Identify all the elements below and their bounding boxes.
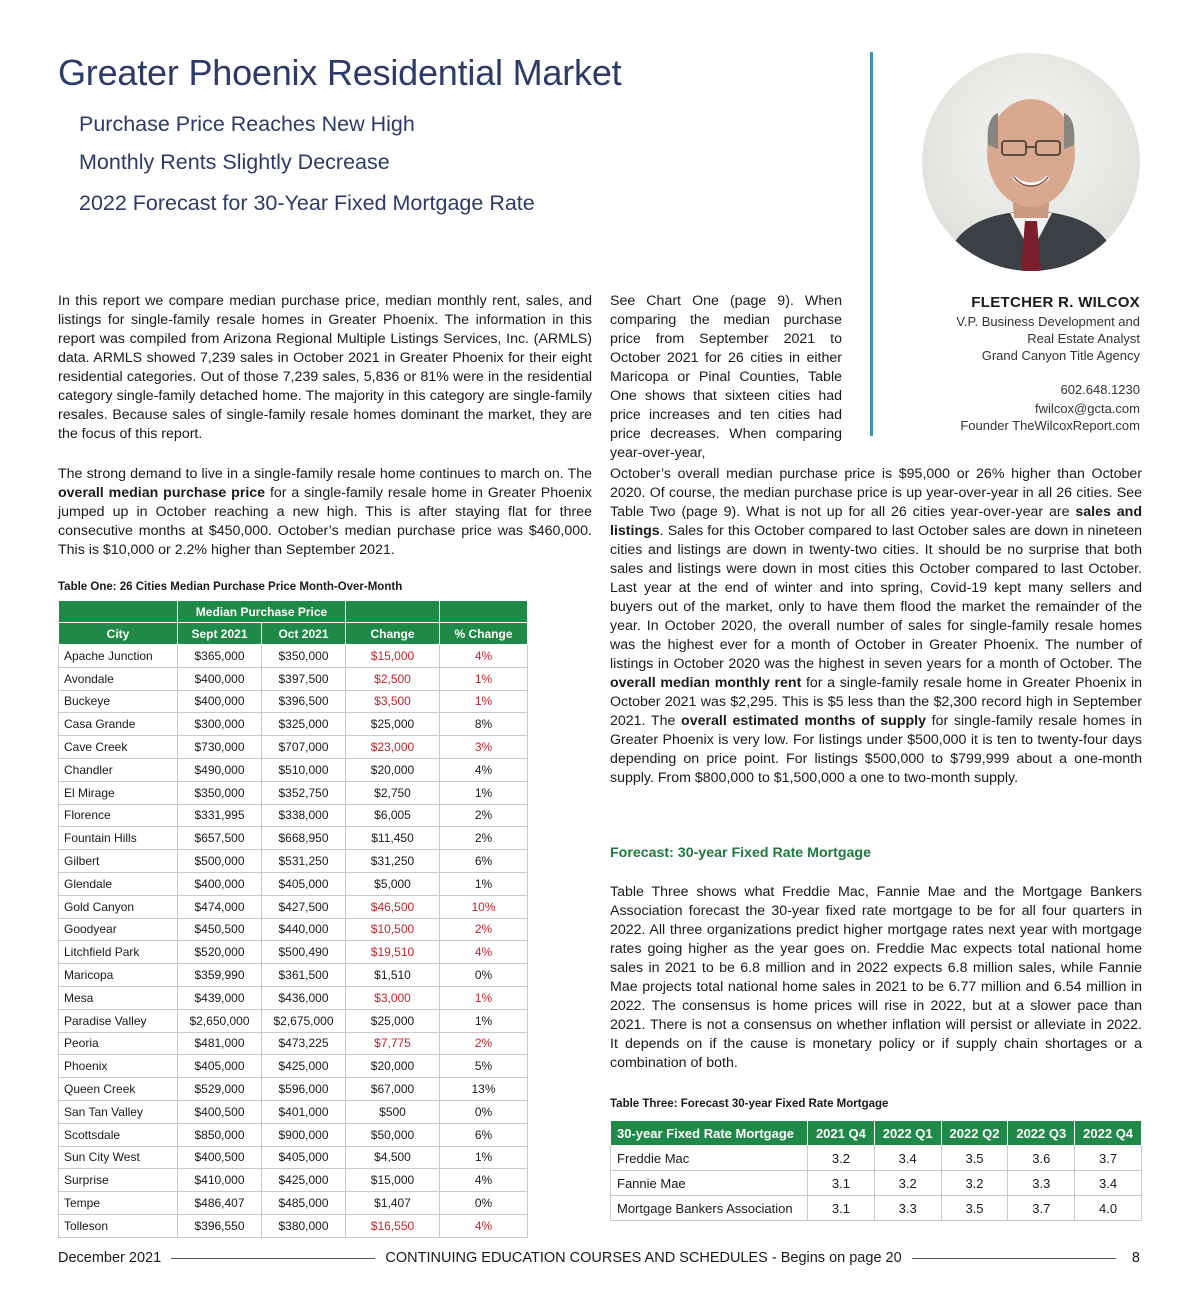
cell-oct: $401,000	[262, 1100, 346, 1123]
cell-city: Paradise Valley	[59, 1009, 178, 1032]
cell-oct: $485,000	[262, 1192, 346, 1215]
cell-city: Scottsdale	[59, 1123, 178, 1146]
table-row	[59, 667, 528, 690]
cell-pct: 1%	[440, 781, 528, 804]
cell-pct: 4%	[440, 645, 528, 668]
footer-courses-link[interactable]: CONTINUING EDUCATION COURSES AND SCHEDULES - Begins on page 20	[385, 1250, 902, 1266]
bold-term: overall median purchase price	[58, 485, 266, 501]
cell-rate: 3.6	[1008, 1146, 1075, 1171]
cell-pct: 6%	[440, 1123, 528, 1146]
table-row	[59, 1078, 528, 1101]
cell-oct: $596,000	[262, 1078, 346, 1101]
cell-change: $50,000	[346, 1123, 440, 1146]
cell-pct: 6%	[440, 850, 528, 873]
header-city: City	[59, 623, 178, 645]
cell-change: $7,775	[346, 1032, 440, 1055]
cell-city: Goodyear	[59, 918, 178, 941]
cell-rate: 3.5	[941, 1196, 1008, 1221]
cell-pct: 2%	[440, 1032, 528, 1055]
table-row	[59, 1169, 528, 1192]
table-row	[611, 1171, 1142, 1196]
table-row	[59, 827, 528, 850]
cell-rate: 3.1	[808, 1196, 875, 1221]
cell-oct: $440,000	[262, 918, 346, 941]
cell-sept: $486,407	[178, 1192, 262, 1215]
cell-sept: $500,000	[178, 850, 262, 873]
author-portrait-graphic	[922, 53, 1140, 271]
cell-rate: 3.2	[941, 1171, 1008, 1196]
author-name: FLETCHER R. WILCOX	[971, 294, 1140, 311]
cell-change: $4,500	[346, 1146, 440, 1169]
cell-oct: $396,500	[262, 690, 346, 713]
subtitle-1: Purchase Price Reaches New High	[79, 112, 415, 136]
author-phone: 602.648.1230	[1060, 382, 1140, 397]
cell-rate: 3.7	[1075, 1146, 1142, 1171]
table-row	[59, 1100, 528, 1123]
cell-oct: $397,500	[262, 667, 346, 690]
forecast-paragraph: Table Three shows what Freddie Mac, Fannie Mae and the Mortgage Bankers Association forecast the 30-year fixed rate mortgage to be for all four quarters in 2022. All three organizations predict higher mortgage rates next year with mortgage rates going higher as the year goes on. Freddie Mac expects total national home sales in 2021 to be 6.8 million and in 2022 expects 6.8 million sales, while Fannie Mae projects total national home sales in 2021 to be 6.77 million and 6.54 million in 2022. The consensus is home prices will rise in 2022, but at a slower pace than 2021. There is not a consensus on whether inflation will persist or alleviate in 2022. It depends on if the cause is monetary policy or if supply chain shortages or a combination of both.	[610, 884, 1142, 1071]
cell-rate: 3.3	[1008, 1171, 1075, 1196]
cell-pct: 0%	[440, 1192, 528, 1215]
cell-change: $25,000	[346, 713, 440, 736]
cell-city: Sun City West	[59, 1146, 178, 1169]
cell-city: Tempe	[59, 1192, 178, 1215]
cell-rate: 3.7	[1008, 1196, 1075, 1221]
cell-change: $19,510	[346, 941, 440, 964]
cell-sept: $400,500	[178, 1100, 262, 1123]
cell-sept: $405,000	[178, 1055, 262, 1078]
subtitle-2: Monthly Rents Slightly Decrease	[79, 150, 390, 174]
text-run: The strong demand to live in a single-family resale home continues to march on. The	[58, 466, 592, 482]
cell-change: $3,000	[346, 986, 440, 1009]
cell-rate: 3.2	[808, 1146, 875, 1171]
cell-city: Casa Grande	[59, 713, 178, 736]
author-photo	[922, 53, 1140, 271]
cell-oct: $350,000	[262, 645, 346, 668]
table-row	[611, 1196, 1142, 1221]
cell-city: Cave Creek	[59, 736, 178, 759]
header-oct-2021: Oct 2021	[262, 623, 346, 645]
cell-city: Apache Junction	[59, 645, 178, 668]
text-run: October’s overall median purchase price is $95,000 or 26% higher than October 2020. Of course, the median purchase price is up year-over-year in all 26 cities. See Table Two (page 9). What is not up for all 26 cities year-over-year are	[610, 466, 1142, 520]
cell-city: Chandler	[59, 758, 178, 781]
cell-sept: $490,000	[178, 758, 262, 781]
cell-oct: $405,000	[262, 872, 346, 895]
table-row	[59, 986, 528, 1009]
table-row	[59, 645, 528, 668]
cell-city: Gilbert	[59, 850, 178, 873]
table-three	[610, 1120, 1142, 1221]
cell-sept: $439,000	[178, 986, 262, 1009]
author-email[interactable]: fwilcox@gcta.com	[1035, 401, 1140, 416]
accent-divider	[870, 52, 873, 436]
cell-oct: $425,000	[262, 1055, 346, 1078]
cell-change: $31,250	[346, 850, 440, 873]
bold-term: overall estimated months of supply	[681, 713, 927, 729]
cell-change: $6,005	[346, 804, 440, 827]
cell-pct: 1%	[440, 667, 528, 690]
table-row	[59, 1192, 528, 1215]
cell-pct: 2%	[440, 827, 528, 850]
cell-change: $1,407	[346, 1192, 440, 1215]
cell-sept: $474,000	[178, 895, 262, 918]
table-row	[59, 1123, 528, 1146]
cell-change: $20,000	[346, 1055, 440, 1078]
text-run: for a single-family resale home in Greater Phoenix in October 2021 was $2,295. This is $5 less than the $2,300 record high in September 2021. The	[610, 675, 1142, 729]
cell-oct: $338,000	[262, 804, 346, 827]
table-row	[59, 850, 528, 873]
table-row	[59, 758, 528, 781]
bold-term: sales and listings	[610, 504, 1142, 539]
intro-paragraph: In this report we compare median purchase price, median monthly rent, sales, and listings for single-family resale homes in Greater Phoenix. The information in this report was compiled from Arizona Regional Multiple Listings Services, Inc. (ARMLS) data. ARMLS showed 7,239 sales in October 2021 in Greater Phoenix for their eight residential categories. Out of those 7,239 sales, 5,836 or 81% were in the residential category single-family detached home. The majority in this category are single-family resales. Because sales of single-family resale homes dominant the market, they are the focus of this report.	[58, 293, 592, 442]
cell-oct: $510,000	[262, 758, 346, 781]
cell-pct: 1%	[440, 1146, 528, 1169]
footer-rule	[912, 1258, 1116, 1259]
table-row	[59, 690, 528, 713]
cell-pct: 1%	[440, 872, 528, 895]
footer-date: December 2021	[58, 1250, 162, 1266]
footer-rule	[171, 1258, 375, 1259]
cell-sept: $400,000	[178, 872, 262, 895]
text-run: for single-family resale homes in Greater Phoenix is very low. For listings under $500,000 it is ten to twenty-four days depending on price point. For listings $500,000 to $799,999 about a one-month supply. From $800,000 to $1,500,000 a one to two-month supply.	[610, 713, 1143, 786]
header-2022-q4: 2022 Q4	[1075, 1121, 1142, 1146]
table-three-header-row	[611, 1121, 1142, 1146]
header-2021-q4: 2021 Q4	[808, 1121, 875, 1146]
cell-sept: $359,990	[178, 964, 262, 987]
cell-sept: $481,000	[178, 1032, 262, 1055]
table-row	[59, 964, 528, 987]
cell-city: Tolleson	[59, 1214, 178, 1237]
cell-change: $15,000	[346, 1169, 440, 1192]
table-row	[59, 895, 528, 918]
table-row	[59, 736, 528, 759]
cell-change: $15,000	[346, 645, 440, 668]
cell-sept: $400,000	[178, 667, 262, 690]
page-title: Greater Phoenix Residential Market	[58, 52, 622, 93]
header-2022-q3: 2022 Q3	[1008, 1121, 1075, 1146]
cell-sept: $300,000	[178, 713, 262, 736]
group-header-median-price: Median Purchase Price	[178, 601, 346, 623]
cell-pct: 2%	[440, 804, 528, 827]
cell-oct: $500,490	[262, 941, 346, 964]
cell-sept: $365,000	[178, 645, 262, 668]
cell-sept: $400,500	[178, 1146, 262, 1169]
cell-rate: 3.4	[874, 1146, 941, 1171]
cell-change: $20,000	[346, 758, 440, 781]
cell-city: Peoria	[59, 1032, 178, 1055]
cell-change: $16,550	[346, 1214, 440, 1237]
bold-term: overall median monthly rent	[610, 675, 802, 691]
cell-city: Phoenix	[59, 1055, 178, 1078]
header-cell-empty	[346, 601, 440, 623]
table-row	[59, 1032, 528, 1055]
cell-sept: $529,000	[178, 1078, 262, 1101]
cell-oct: $900,000	[262, 1123, 346, 1146]
cell-city: Avondale	[59, 667, 178, 690]
cell-sept: $396,550	[178, 1214, 262, 1237]
header-change: Change	[346, 623, 440, 645]
subtitle-3: 2022 Forecast for 30-Year Fixed Mortgage Rate	[79, 191, 535, 215]
author-title: V.P. Business Development and	[956, 314, 1140, 329]
cell-change: $500	[346, 1100, 440, 1123]
cell-sept: $450,500	[178, 918, 262, 941]
cell-oct: $361,500	[262, 964, 346, 987]
cell-change: $23,000	[346, 736, 440, 759]
table-row	[59, 1009, 528, 1032]
cell-pct: 0%	[440, 964, 528, 987]
table-one	[58, 600, 528, 1238]
cell-rate: 3.5	[941, 1146, 1008, 1171]
cell-city: Gold Canyon	[59, 895, 178, 918]
header-2022-q1: 2022 Q1	[874, 1121, 941, 1146]
table-row	[611, 1146, 1142, 1171]
cell-rate: 3.1	[808, 1171, 875, 1196]
cell-organization: Mortgage Bankers Association	[611, 1196, 808, 1221]
table-row	[59, 804, 528, 827]
cell-change: $2,750	[346, 781, 440, 804]
table-row	[59, 918, 528, 941]
cell-oct: $380,000	[262, 1214, 346, 1237]
forecast-heading: Forecast: 30-year Fixed Rate Mortgage	[610, 845, 871, 861]
header-cell-empty	[59, 601, 178, 623]
cell-sept: $657,500	[178, 827, 262, 850]
table-one-caption: Table One: 26 Cities Median Purchase Price Month-Over-Month	[58, 581, 403, 593]
cell-oct: $405,000	[262, 1146, 346, 1169]
cell-city: Glendale	[59, 872, 178, 895]
cell-pct: 8%	[440, 713, 528, 736]
cell-pct: 3%	[440, 736, 528, 759]
table-row	[59, 713, 528, 736]
cell-city: Mesa	[59, 986, 178, 1009]
table-one-group-header-row	[59, 601, 528, 623]
header-percent-change: % Change	[440, 623, 528, 645]
cell-sept: $350,000	[178, 781, 262, 804]
cell-oct: $436,000	[262, 986, 346, 1009]
cell-oct: $531,250	[262, 850, 346, 873]
author-website[interactable]: Founder TheWilcoxReport.com	[960, 418, 1140, 433]
cell-sept: $2,650,000	[178, 1009, 262, 1032]
table-row	[59, 781, 528, 804]
cell-change: $67,000	[346, 1078, 440, 1101]
cell-rate: 3.2	[874, 1171, 941, 1196]
cell-sept: $331,995	[178, 804, 262, 827]
cell-change: $10,500	[346, 918, 440, 941]
cell-oct: $473,225	[262, 1032, 346, 1055]
cell-pct: 4%	[440, 1169, 528, 1192]
cell-pct: 1%	[440, 1009, 528, 1032]
cell-sept: $520,000	[178, 941, 262, 964]
cell-pct: 10%	[440, 895, 528, 918]
cell-organization: Freddie Mac	[611, 1146, 808, 1171]
cell-sept: $730,000	[178, 736, 262, 759]
cell-oct: $668,950	[262, 827, 346, 850]
cell-oct: $2,675,000	[262, 1009, 346, 1032]
cell-city: Fountain Hills	[59, 827, 178, 850]
cell-pct: 13%	[440, 1078, 528, 1101]
cell-change: $5,000	[346, 872, 440, 895]
cell-change: $46,500	[346, 895, 440, 918]
purchase-price-paragraph	[58, 465, 592, 560]
table-row	[59, 941, 528, 964]
cell-change: $3,500	[346, 690, 440, 713]
cell-pct: 4%	[440, 1214, 528, 1237]
cell-rate: 4.0	[1075, 1196, 1142, 1221]
author-role: Real Estate Analyst	[1027, 331, 1140, 346]
table-one-header-row	[59, 623, 528, 645]
cell-change: $11,450	[346, 827, 440, 850]
text-run: . Sales for this October compared to last October sales are down in nineteen cities and listings are down in twenty-two cities. It should be no surprise that both sales and listings were down in most cities this October compared to last October. Last year at the end of winter and into spring, Covid-19 kept many sellers and buyers out of the market, only to have them flood the market the remainder of the year. In October 2020, the overall number of sales for single-family resale homes was the highest ever for a month of October in Greater Phoenix. The number of listings in October 2020 was the highest in seven years for a month of October. The	[610, 523, 1142, 672]
table-row	[59, 1214, 528, 1237]
cell-oct: $325,000	[262, 713, 346, 736]
cell-city: Maricopa	[59, 964, 178, 987]
cell-city: Buckeye	[59, 690, 178, 713]
header-cell-empty	[440, 601, 528, 623]
table-row	[59, 1146, 528, 1169]
cell-change: $2,500	[346, 667, 440, 690]
cell-oct: $427,500	[262, 895, 346, 918]
cell-oct: $352,750	[262, 781, 346, 804]
cell-pct: 4%	[440, 758, 528, 781]
cell-organization: Fannie Mae	[611, 1171, 808, 1196]
table-row	[59, 1055, 528, 1078]
header-sept-2021: Sept 2021	[178, 623, 262, 645]
header-mortgage: 30-year Fixed Rate Mortgage	[611, 1121, 808, 1146]
cell-city: San Tan Valley	[59, 1100, 178, 1123]
table-three-caption: Table Three: Forecast 30-year Fixed Rate Mortgage	[610, 1098, 889, 1110]
chart-one-paragraph: See Chart One (page 9). When comparing the median purchase price from September 2021 to October 2021 for 26 cities in either Maricopa or Pinal Counties, Table One shows that sixteen cities had price increases and ten cities had price decreases. When comparing year-over-year,	[610, 293, 842, 461]
cell-rate: 3.3	[874, 1196, 941, 1221]
cell-pct: 0%	[440, 1100, 528, 1123]
cell-city: Florence	[59, 804, 178, 827]
cell-city: Surprise	[59, 1169, 178, 1192]
table-row	[59, 872, 528, 895]
page-footer	[58, 1248, 1140, 1268]
cell-pct: 1%	[440, 690, 528, 713]
cell-pct: 1%	[440, 986, 528, 1009]
cell-pct: 5%	[440, 1055, 528, 1078]
text-run: for a single-family resale home in Greater Phoenix jumped up in October reaching a new high. This is after staying flat for three consecutive months at $450,000. October’s median purchase price was $460,000. This is $10,000 or 2.2% higher than September 2021.	[58, 485, 592, 558]
cell-oct: $425,000	[262, 1169, 346, 1192]
cell-city: Litchfield Park	[59, 941, 178, 964]
cell-pct: 2%	[440, 918, 528, 941]
cell-change: $25,000	[346, 1009, 440, 1032]
cell-sept: $850,000	[178, 1123, 262, 1146]
year-over-year-paragraph	[610, 465, 1142, 788]
cell-pct: 4%	[440, 941, 528, 964]
cell-change: $1,510	[346, 964, 440, 987]
cell-rate: 3.4	[1075, 1171, 1142, 1196]
page-number: 8	[1131, 1250, 1140, 1266]
cell-city: Queen Creek	[59, 1078, 178, 1101]
author-company: Grand Canyon Title Agency	[981, 348, 1140, 363]
cell-sept: $400,000	[178, 690, 262, 713]
cell-sept: $410,000	[178, 1169, 262, 1192]
header-2022-q2: 2022 Q2	[941, 1121, 1008, 1146]
cell-oct: $707,000	[262, 736, 346, 759]
cell-city: El Mirage	[59, 781, 178, 804]
